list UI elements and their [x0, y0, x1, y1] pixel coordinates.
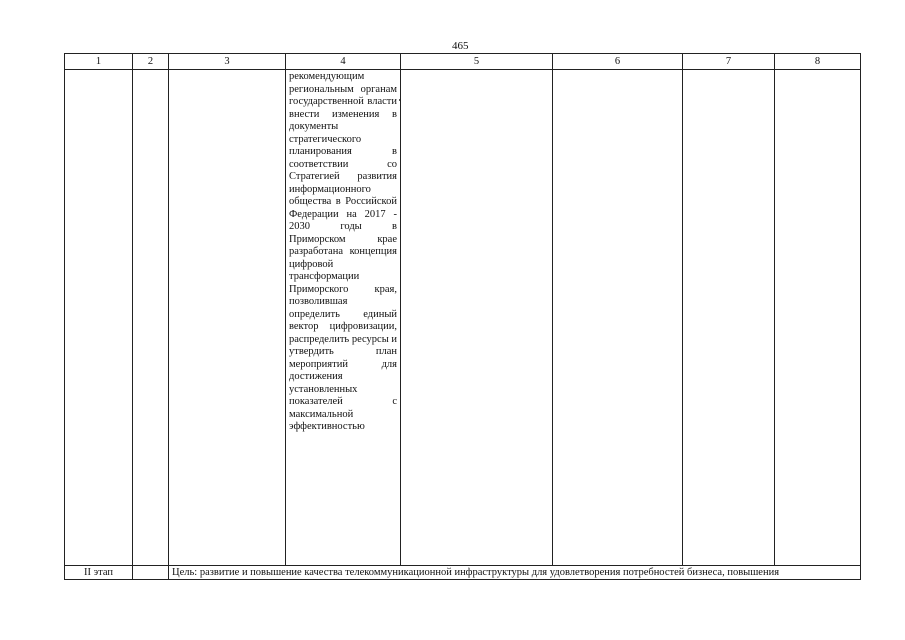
page-number: 465 [452, 40, 469, 52]
cell-col-2 [133, 70, 169, 566]
header-cell-1: 1 [65, 54, 133, 70]
cell-col-8 [775, 70, 861, 566]
stage-empty-cell [133, 566, 169, 580]
table-header-row [65, 54, 861, 70]
cell-col-4-text: рекомендующим региональным органам государственной власти внести изменения в документы стратегического планирования в соответствии со Стратегией развития информационного общества в Российской Федерации на 2017 - 2030 годы в Приморском крае разработана концепция цифровой трансформации Приморского края, позволившая определить единый вектор цифровизации, распределить ресурсы и утвердить план мероприятий для достижения установленных показателей с максимальной эффективностью [286, 70, 401, 566]
cell-col-3 [169, 70, 286, 566]
stage-row [65, 566, 861, 580]
stage-label: II этап [65, 566, 133, 580]
stage-goal-text: Цель: развитие и повышение качества телекоммуникационной инфраструктуры для удовлетворения потребностей бизнеса, повышения [169, 566, 861, 580]
header-cell-8: 8 [775, 54, 861, 70]
header-cell-7: 7 [683, 54, 775, 70]
header-cell-5: 5 [401, 54, 553, 70]
cell-col-1 [65, 70, 133, 566]
cell-col-6 [553, 70, 683, 566]
header-cell-3: 3 [169, 54, 286, 70]
cell-col-5 [401, 70, 553, 566]
header-cell-2: 2 [133, 54, 169, 70]
document-table [64, 53, 861, 580]
header-cell-4: 4 [286, 54, 401, 70]
header-cell-6: 6 [553, 54, 683, 70]
cell-col-7 [683, 70, 775, 566]
table-row [65, 70, 861, 566]
